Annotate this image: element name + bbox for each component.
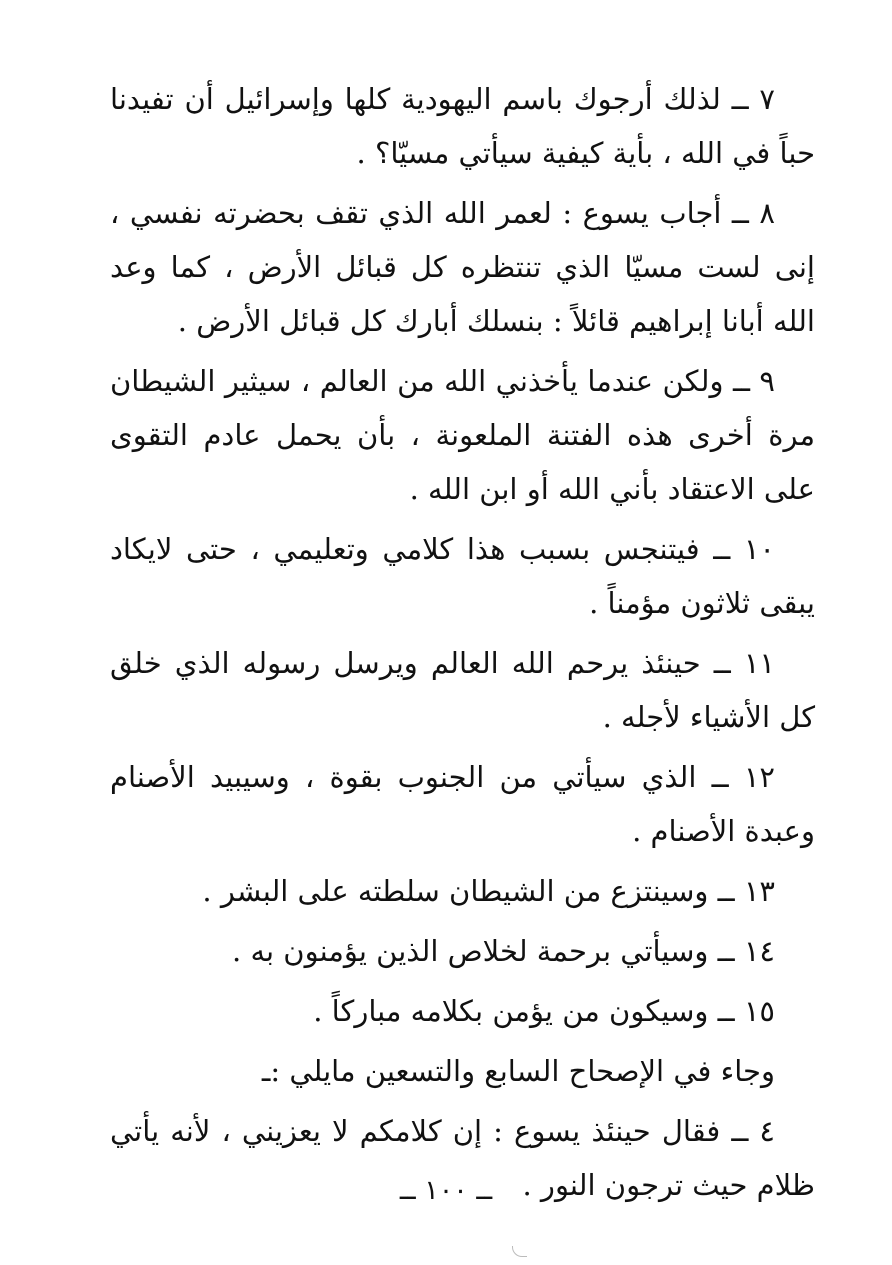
verse-9: ٩ ــ ولكن عندما يأخذني الله من العالم ، سيثير الشيطان مرة أخرى هذه الفتنة الملعونة ، بأن يحمل عادم التقوى على الاعتقاد بأني الله أو ابن الله . <box>110 364 815 506</box>
verse-10: ١٠ ــ فيتنجس بسبب هذا كلامي وتعليمي ، حتى لايكاد يبقى ثلاثون مؤمناً . <box>110 532 815 620</box>
page-body <box>110 72 815 1218</box>
page-number: ــ ١٠٠ ــ <box>399 1175 493 1206</box>
verse-15: ١٥ ــ وسيكون من يؤمن بكلامه مباركاً . <box>313 994 775 1028</box>
verse-14: ١٤ ــ وسيأتي برحمة لخلاص الذين يؤمنون به . <box>232 934 775 968</box>
verse-8: ٨ ــ أجاب يسوع : لعمر الله الذي تقف بحضرته نفسي ، إنى لست مسيّا الذي تنتظره كل قبائل الأرض ، كما وعد الله أبانا إبراهيم قائلاً : بنسلك أبارك كل قبائل الأرض . <box>110 196 815 338</box>
verse-7: ٧ ــ لذلك أرجوك باسم اليهودية كلها وإسرائيل أن تفيدنا حباً في الله ، بأية كيفية سيأتي مسيّا؟ . <box>110 82 815 170</box>
verse-12: ١٢ ــ الذي سيأتي من الجنوب بقوة ، وسيبيد الأصنام وعبدة الأصنام . <box>110 760 815 848</box>
verse-13: ١٣ ــ وسينتزع من الشيطان سلطته على البشر . <box>202 874 775 908</box>
verse-4: ٤ ــ فقال حينئذ يسوع : إن كلامكم لا يعزيني ، لأنه يأتي ظلام حيث ترجون النور . <box>110 1114 815 1202</box>
chapter-intro: وجاء في الإصحاح السابع والتسعين مايلي :ـ <box>261 1054 775 1088</box>
verse-11: ١١ ــ حينئذ يرحم الله العالم ويرسل رسوله الذي خلق كل الأشياء لأجله . <box>110 646 815 734</box>
scan-mark <box>512 1246 527 1257</box>
